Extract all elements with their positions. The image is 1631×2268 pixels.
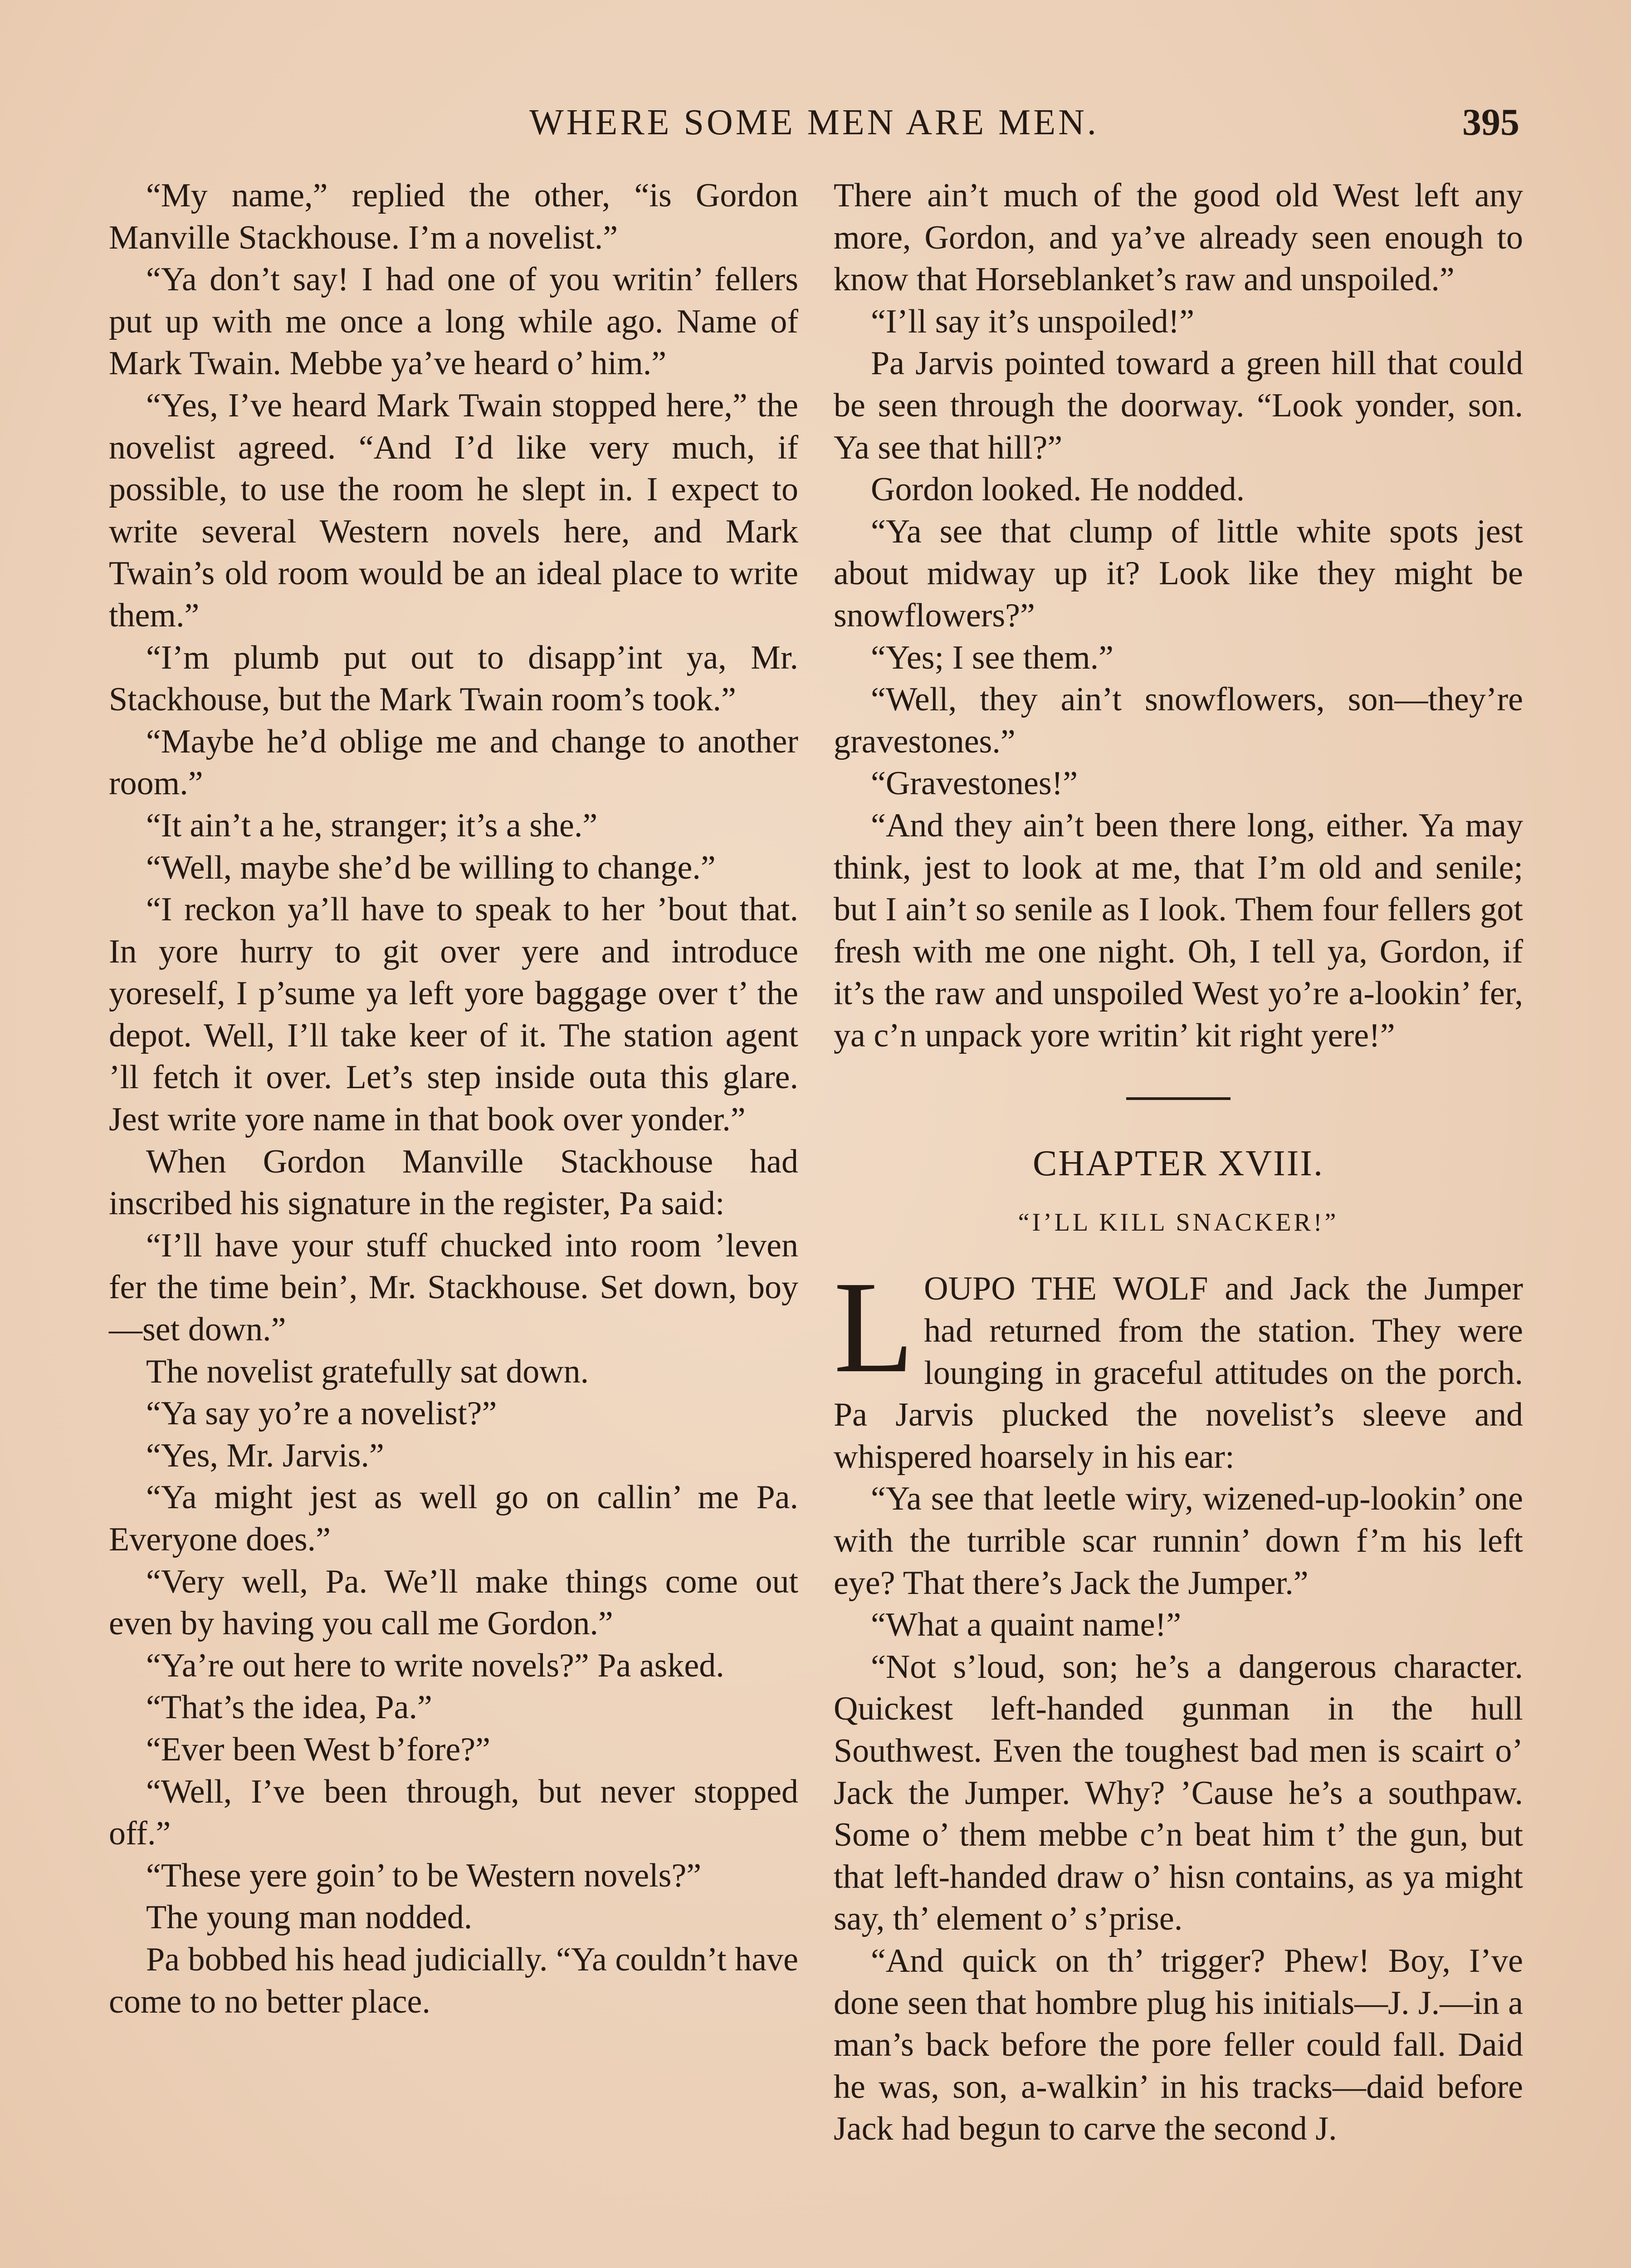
opening-text: OUPO THE WOLF and Jack the Jumper had returned from the station. They were lounging in graceful attitudes on the porch. Pa Jarvis plucked the novelist’s sleeve and whispered hoarsely in his ear: — [834, 1270, 1523, 1476]
chapter-title: CHAPTER XVIII. — [1033, 1144, 1324, 1184]
paragraph: The young man nodded. — [146, 1899, 473, 1936]
paragraph: “Ya see that leetle wiry, wizened-up-lookin’ one with the turrible scar runnin’ down f’m his left eye? That there’s Jack the Jumper.” — [834, 1480, 1523, 1602]
right-column — [834, 175, 1523, 2150]
paragraph: “I reckon ya’ll have to speak to her ’bout that. In yore hurry to git over yere and introduce yoreself, I p’sume ya left yore baggage over t’ the depot. Well, I’ll take keer of it. The station agent ’ll fetch it over. Let’s step inside outa this glare. Jest write yore name in that book over yonder.” — [109, 891, 798, 1139]
paragraph: “I’ll have your stuff chucked into room ’leven fer the time bein’, Mr. Stackhouse. Set down, boy—set down.” — [109, 1227, 798, 1349]
paragraph: The novelist gratefully sat down. — [146, 1353, 589, 1390]
paragraph: “My name,” replied the other, “is Gordon Manville Stackhouse. I’m a novelist.” — [109, 177, 798, 256]
chapter-opening-paragraph — [834, 1254, 1523, 1478]
paragraph: “Yes; I see them.” — [871, 639, 1114, 676]
page-header — [109, 91, 1519, 154]
running-head: WHERE SOME MEN ARE MEN. — [529, 103, 1099, 142]
paragraph: “Ever been West b’fore?” — [146, 1730, 490, 1768]
paragraph: There ain’t much of the good old West left any more, Gordon, and ya’ve already seen enough to know that Horseblanket’s raw and unspoiled.” — [834, 177, 1523, 298]
paragraph: “Not s’loud, son; he’s a dangerous character. Quickest left-handed gunman in the hull Southwest. Even the toughest bad men is scairt o’ Jack the Jumper. Why? ’Cause he’s a southpaw. Some o’ them mebbe c’n beat him t’ the gun, but that left-handed draw o’ hisn contains, as ya might say, th’ element o’ s’prise. — [834, 1648, 1523, 1938]
paragraph: “I’m plumb put out to disapp’int ya, Mr. Stackhouse, but the Mark Twain room’s took.” — [109, 639, 798, 719]
paragraph: “Ya see that clump of little white spots jest about midway up it? Look like they might be snowflowers?” — [834, 513, 1523, 634]
section-divider — [1126, 1097, 1231, 1100]
paragraph: “Well, I’ve been through, but never stopped off.” — [109, 1773, 798, 1853]
paragraph: “Ya’re out here to write novels?” Pa asked. — [146, 1647, 724, 1684]
paragraph: “And they ain’t been there long, either. Ya may think, jest to look at me, that I’m old and senile; but I ain’t so senile as I look. Them four fellers got fresh with me one night. Oh, I tell ya, Gordon, if it’s the raw and unspoiled West yo’re a-lookin’ fer, ya c’n unpack yore writin’ kit right yere!” — [834, 807, 1523, 1054]
paragraph: “Ya say yo’re a novelist?” — [146, 1395, 497, 1432]
paragraph: When Gordon Manville Stackhouse had inscribed his signature in the register, Pa said: — [109, 1143, 798, 1222]
paragraph: “Maybe he’d oblige me and change to another room.” — [109, 723, 798, 802]
paragraph: “It ain’t a he, stranger; it’s a she.” — [146, 807, 598, 844]
paragraph: Pa bobbed his head judicially. “Ya couldn’t have come to no better place. — [109, 1941, 798, 2020]
chapter-subtitle: “I’LL KILL SNACKER!” — [1018, 1208, 1339, 1237]
paragraph: “And quick on th’ trigger? Phew! Boy, I’ve done seen that hombre plug his initials—J. J.—in a man’s back before the pore feller could fall. Daid he was, son, a-walkin’ in his tracks—daid before Jack had begun to carve the second J. — [834, 1942, 1523, 2148]
paragraph: “That’s the idea, Pa.” — [146, 1689, 432, 1726]
paragraph: “Well, maybe she’d be willing to change.” — [146, 849, 716, 886]
paragraph: “Ya might jest as well go on callin’ me Pa. Everyone does.” — [109, 1479, 798, 1558]
paragraph: “Ya don’t say! I had one of you writin’ fellers put up with me once a long while ago. Name of Mark Twain. Mebbe ya’ve heard o’ him.” — [109, 261, 798, 382]
paragraph: “Yes, I’ve heard Mark Twain stopped here,” the novelist agreed. “And I’d like very much, if possible, to use the room he slept in. I expect to write several Western novels here, and Mark Twain’s old room would be an ideal place to write them.” — [109, 386, 798, 634]
page-number: 395 — [1462, 101, 1519, 143]
paragraph: Gordon looked. He nodded. — [871, 471, 1245, 508]
paragraph: “I’ll say it’s unspoiled!” — [871, 303, 1195, 340]
paragraph: “What a quaint name!” — [871, 1606, 1182, 1644]
drop-cap: L — [834, 1254, 914, 1400]
paragraph: “Very well, Pa. We’ll make things come out even by having you call me Gordon.” — [109, 1563, 798, 1642]
paragraph: Pa Jarvis pointed toward a green hill that could be seen through the doorway. “Look yonder, son. Ya see that hill?” — [834, 345, 1523, 466]
paragraph: “Well, they ain’t snowflowers, son—they’re gravestones.” — [834, 681, 1523, 760]
paragraph: “Gravestones!” — [871, 765, 1078, 802]
paragraph: “These yere goin’ to be Western novels?” — [146, 1857, 702, 1894]
paragraph: “Yes, Mr. Jarvis.” — [146, 1437, 384, 1474]
left-column — [109, 175, 798, 2023]
